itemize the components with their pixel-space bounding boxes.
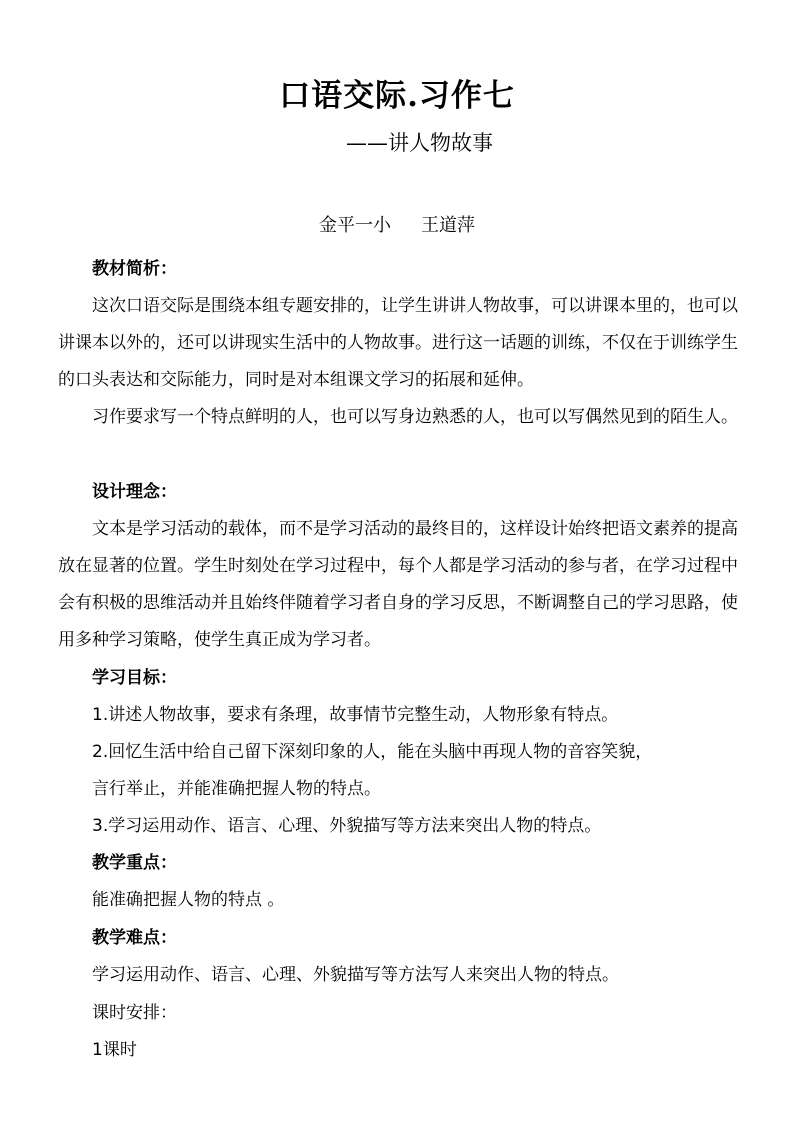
key-point-heading: 教学重点： <box>92 853 177 873</box>
goals-heading: 学习目标： <box>92 668 177 688</box>
analysis-heading: 教材简析： <box>92 259 177 279</box>
document-subtitle: ——讲人物故事 <box>346 131 493 155</box>
difficulty-section <box>58 920 738 994</box>
analysis-paragraph-2: 习作要求写一个特点鲜明的人，也可以写身边熟悉的人，也可以写偶然见到的陌生人。 <box>92 407 738 427</box>
concept-paragraph: 文本是学习活动的载体，而不是学习活动的最终目的，这样设计始终把语文素养的提高放在显著的位置。学生时刻处在学习过程中，每个人都是学习活动的参与者，在学习过程中会有积极的思维活动并且始终伴随着学习者自身的学习反思，不断调整自己的学习思路，使用多种学习策略，使学生真正成为学习者。 <box>58 519 738 650</box>
analysis-section <box>58 251 738 436</box>
concept-heading: 设计理念： <box>92 482 177 502</box>
key-point-section <box>58 845 738 919</box>
goal-3: 3.学习运用动作、语言、心理、外貌描写等方法来突出人物的特点。 <box>92 816 602 836</box>
schedule-section <box>58 995 738 1069</box>
author-school: 金平一小 <box>319 215 391 236</box>
analysis-paragraph-1: 这次口语交际是围绕本组专题安排的，让学生讲讲人物故事，可以讲课本里的，也可以讲课本以外的，还可以讲现实生活中的人物故事。进行这一话题的训练，不仅在于训练学生的口头表达和交际能力，同时是对本组课文学习的拓展和延伸。 <box>58 296 738 390</box>
goal-1: 1.讲述人物故事，要求有条理，故事情节完整生动，人物形象有特点。 <box>92 705 619 725</box>
concept-section <box>58 474 738 659</box>
schedule-heading: 课时安排： <box>92 1003 177 1023</box>
difficulty-text: 学习运用动作、语言、心理、外貌描写等方法写人来突出人物的特点。 <box>92 965 619 985</box>
goal-2-line-2: 言行举止，并能准确把握人物的特点。 <box>92 779 381 799</box>
difficulty-heading: 教学难点： <box>92 928 177 948</box>
document-title: 口语交际.习作七 <box>279 78 515 114</box>
schedule-text: 1课时 <box>92 1040 137 1060</box>
goals-section <box>58 660 738 845</box>
author-line <box>0 211 794 237</box>
author-name: 王道萍 <box>421 215 475 236</box>
key-point-text: 能准确把握人物的特点 。 <box>92 890 285 910</box>
goal-2-line-1: 2.回忆生活中给自己留下深刻印象的人，能在头脑中再现人物的音容笑貌， <box>92 742 653 762</box>
